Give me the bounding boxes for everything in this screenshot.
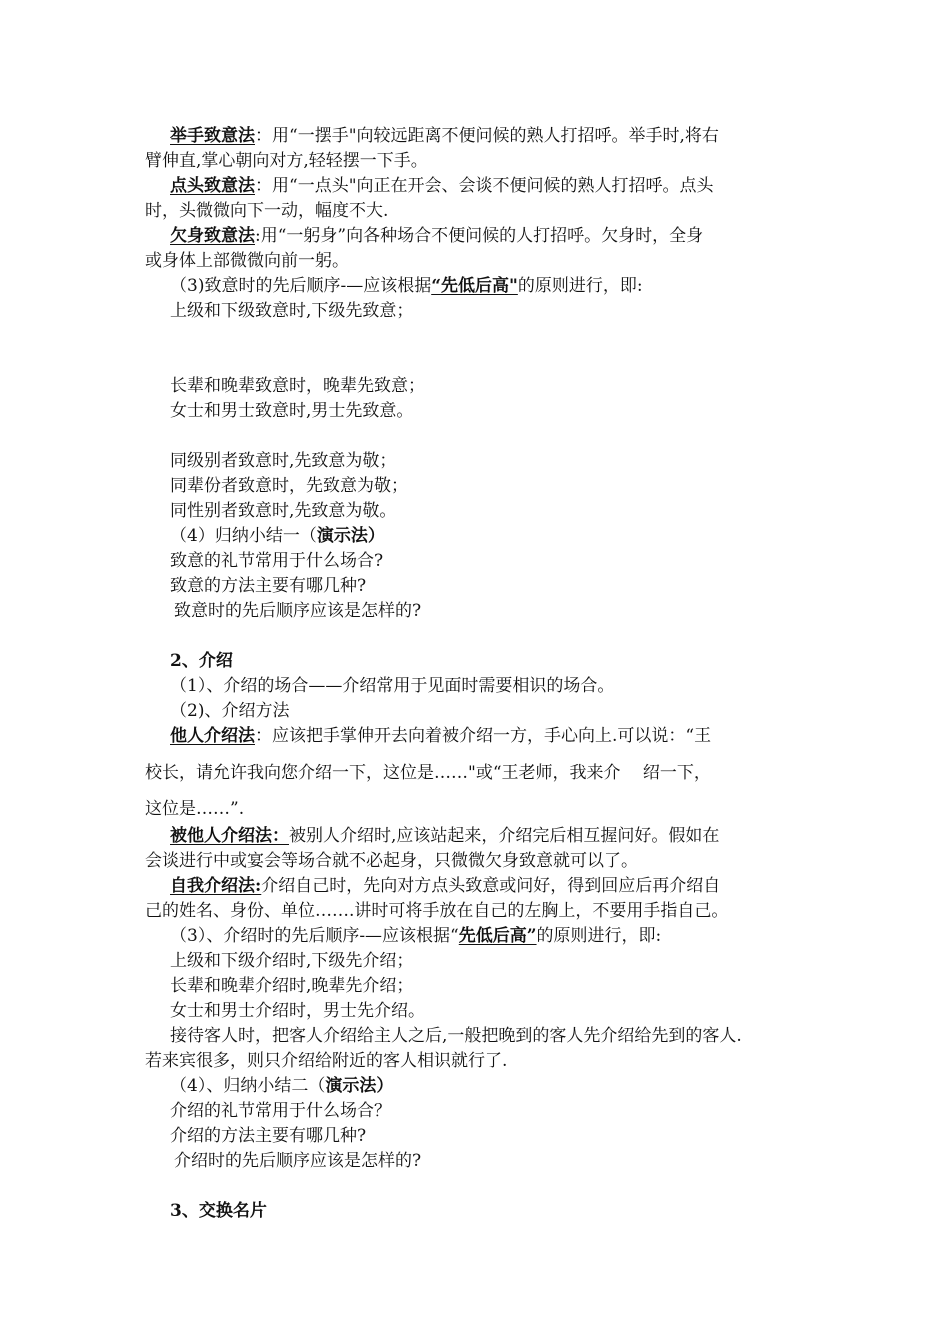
section-order-intro	[170, 924, 661, 948]
rule-line: 同性别者致意时,先致意为敬。	[170, 501, 397, 521]
rule-line: 上级和下级介绍时,下级先介绍；	[170, 951, 414, 971]
summary-heading-1	[170, 524, 385, 548]
paragraph-line: 或身体上部微微向前一躬。	[145, 251, 349, 271]
paragraph-line: 校长，请允许我向您介绍一下，这位是……"或“王老师，我来介 绍一下，	[145, 763, 711, 783]
paragraph-bow	[170, 224, 703, 248]
rule-line: 女士和男士介绍时，男士先介绍。	[170, 1001, 425, 1021]
term-self-intro: 自我介绍法:	[170, 876, 262, 896]
term-third-party: 他人介绍法	[170, 726, 255, 746]
demo-method: 演示法	[325, 1076, 377, 1096]
intro-methods-heading: （2)、介绍方法	[170, 701, 290, 721]
paragraph-line: 会谈进行中或宴会等场合就不必起身，只微微欠身致意就可以了。	[145, 851, 638, 871]
demo-method: 演示法	[316, 526, 368, 546]
summary-text: ）	[376, 1076, 394, 1096]
section-order-greeting	[170, 274, 643, 298]
section-heading-business-cards: 3、交换名片	[170, 1201, 267, 1221]
paragraph-line: 时，头微微向下一动，幅度不大.	[145, 201, 389, 221]
section-heading-introduction: 2、介绍	[170, 651, 233, 671]
paragraph-text: ：用“一点头"向正在开会、会谈不便问候的熟人打招呼。点头	[255, 176, 714, 196]
paragraph-text: ：应该把手掌伸开去向着被介绍一方，手心向上.可以说：“王	[255, 726, 712, 746]
question-line: 介绍的方法主要有哪几种?	[170, 1126, 367, 1146]
question-line: 致意的礼节常用于什么场合?	[170, 551, 384, 571]
question-line: 致意的方法主要有哪几种?	[170, 576, 367, 596]
paragraph-self-intro	[170, 874, 720, 898]
section-text: （3)致意时的先后顺序-—应该根据	[170, 276, 432, 296]
paragraph-text: :用“一躬身”向各种场合不便问候的人打招呼。欠身时，全身	[255, 226, 704, 246]
section-text: 的原则进行，即:	[517, 276, 643, 296]
rule-line: 上级和下级致意时,下级先致意；	[170, 301, 414, 321]
term-bow: 欠身致意法	[170, 226, 255, 246]
summary-text: （4）、归纳小结二（	[170, 1076, 326, 1096]
summary-text: ）	[367, 526, 385, 546]
rule-line: 同级别者致意时,先致意为敬；	[170, 451, 397, 471]
rule-line: 长辈和晚辈介绍时,晚辈先介绍；	[170, 976, 414, 996]
rule-line: 女士和男士致意时,男士先致意。	[170, 401, 414, 421]
intro-occasion: （1）、介绍的场合——介绍常用于见面时需要相识的场合。	[170, 676, 615, 696]
summary-text: （4）归纳小结一（	[170, 526, 317, 546]
section-text: （3）、介绍时的先后顺序-—应该根据“	[170, 926, 459, 946]
question-line: 介绍的礼节常用于什么场合？	[170, 1101, 391, 1121]
paragraph-text: ：用“一摆手"向较远距离不便问候的熟人打招呼。举手时,将右	[255, 126, 719, 146]
question-line: 致意时的先后顺序应该是怎样的?	[174, 601, 422, 621]
paragraph-line: 己的姓名、身份、单位…….讲时可将手放在自己的左胸上，不要用手指自己。	[145, 901, 729, 921]
paragraph-text: 介绍自己时，先向对方点头致意或问好，得到回应后再介绍自	[261, 876, 721, 896]
paragraph-line: 臂伸直,掌心朝向对方,轻轻摆一下手。	[145, 151, 428, 171]
key-principle: 先低后高”	[458, 926, 537, 946]
rule-line: 长辈和晚辈致意时，晚辈先致意；	[170, 376, 425, 396]
paragraph-line: 若来宾很多，则只介绍给附近的客人相识就行了.	[145, 1051, 508, 1071]
key-principle: “先低后高"	[431, 276, 518, 296]
paragraph-being-introduced	[170, 824, 719, 848]
term-raise-hand: 举手致意法	[170, 126, 255, 146]
question-line: 介绍时的先后顺序应该是怎样的?	[174, 1151, 422, 1171]
paragraph-hosting: 接待客人时，把客人介绍给主人之后,一般把晚到的客人先介绍给先到的客人.	[170, 1026, 742, 1046]
paragraph-nod	[170, 174, 714, 198]
rule-line: 同辈份者致意时，先致意为敬；	[170, 476, 408, 496]
paragraph-text: 被别人介绍时,应该站起来，介绍完后相互握问好。假如在	[289, 826, 720, 846]
section-text: 的原则进行，即:	[536, 926, 662, 946]
paragraph-raise-hand	[170, 124, 719, 148]
term-nod: 点头致意法	[170, 176, 255, 196]
paragraph-third-party	[170, 724, 711, 748]
term-being-introduced: 被他人介绍法：	[170, 826, 289, 846]
paragraph-line: 这位是……”.	[145, 799, 245, 819]
summary-heading-2	[170, 1074, 393, 1098]
